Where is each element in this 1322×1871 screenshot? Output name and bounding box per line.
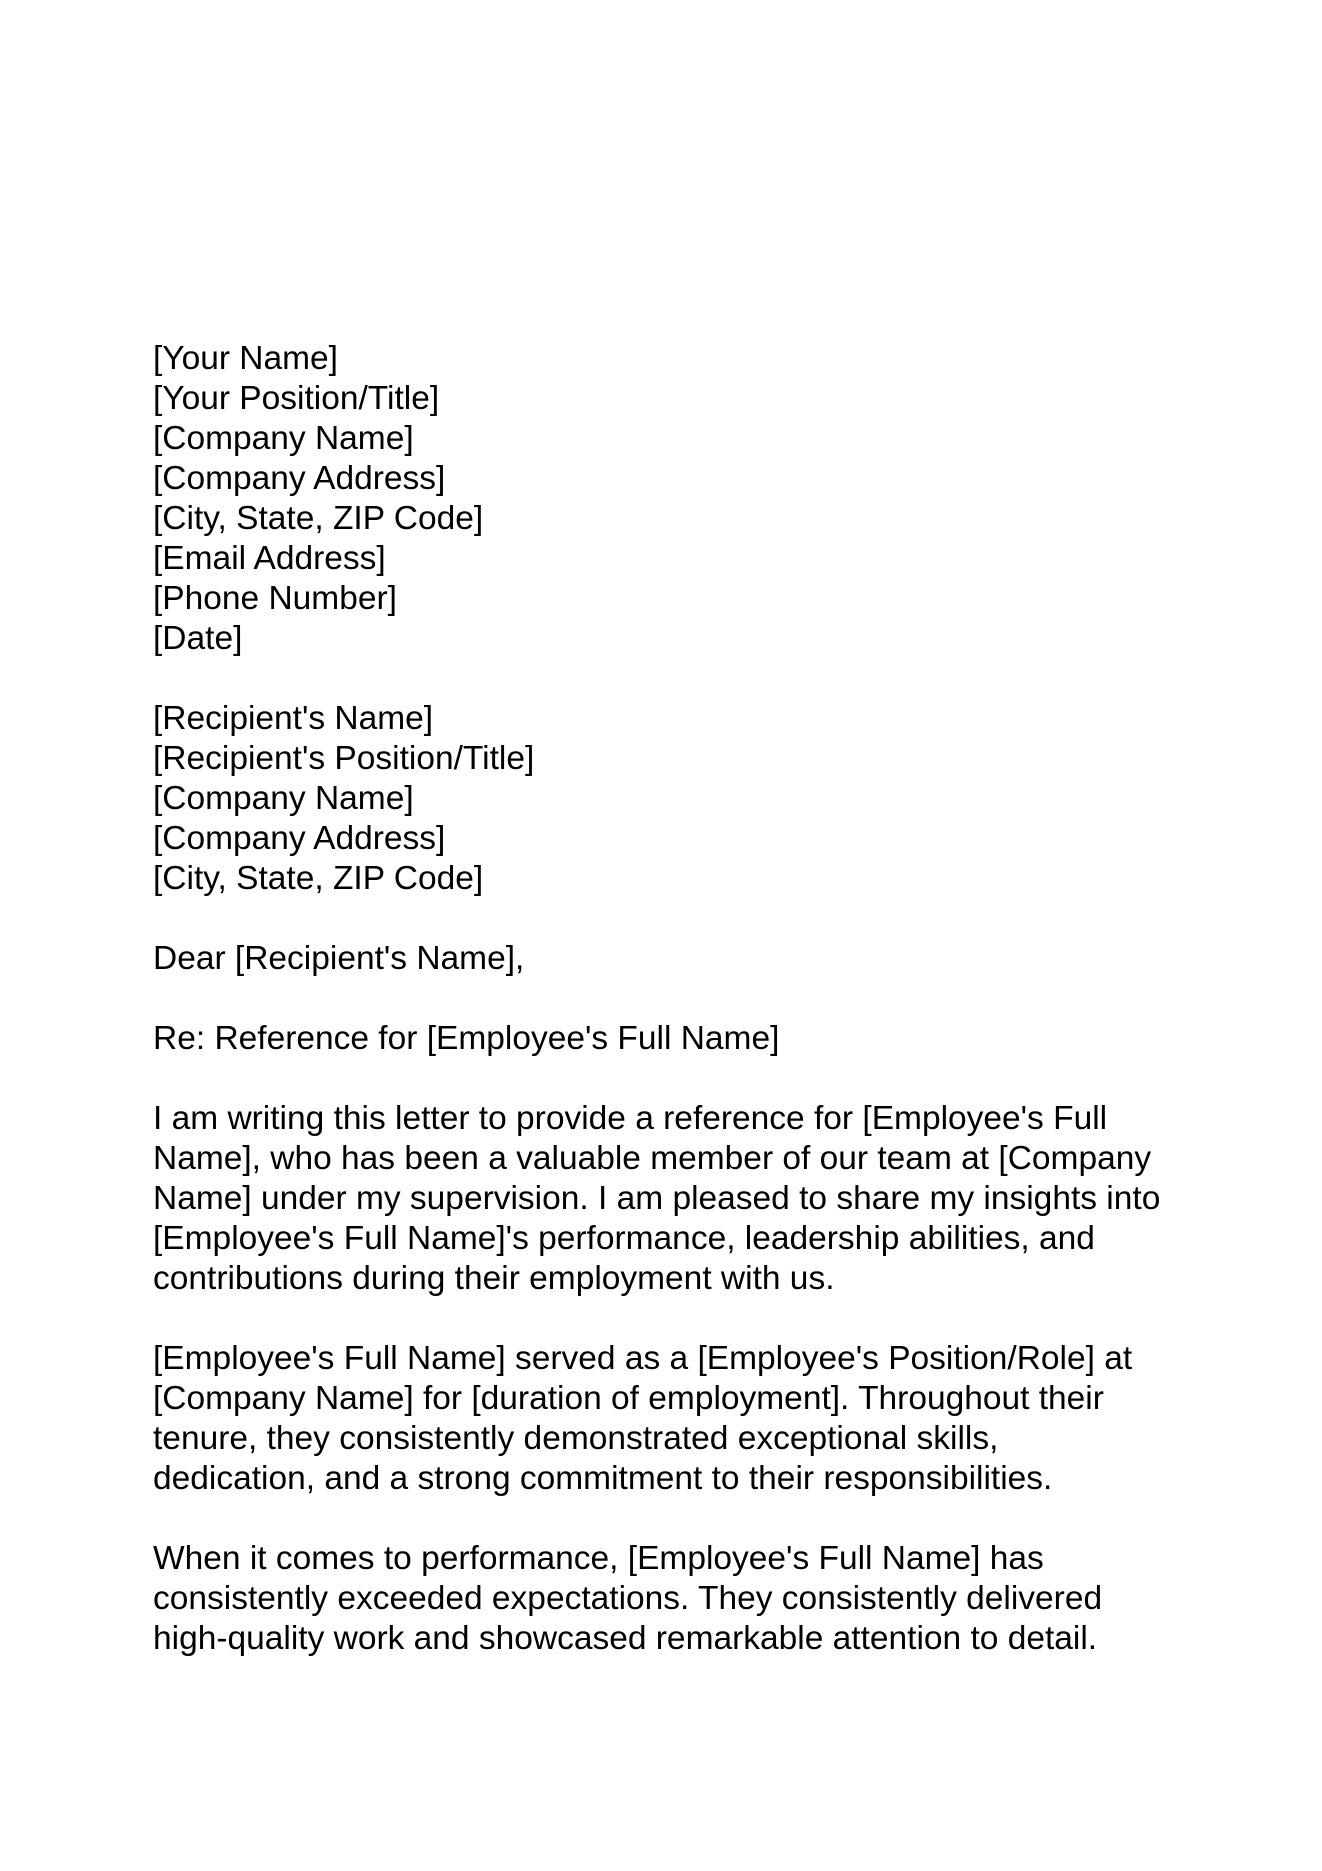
- paragraph-line: [Employee's Full Name]'s performance, leadership abilities, and: [153, 1220, 1095, 1257]
- body-paragraph-3: [153, 1539, 1233, 1659]
- subject-line: [153, 1019, 1233, 1059]
- recipient-name: [Recipient's Name]: [153, 700, 434, 737]
- recipient-company-address: [Company Address]: [153, 820, 446, 857]
- sender-phone: [Phone Number]: [153, 580, 397, 617]
- recipient-city-state-zip: [City, State, ZIP Code]: [153, 860, 484, 897]
- letter-date: [Date]: [153, 620, 243, 657]
- salutation: [153, 939, 1233, 979]
- sender-address-block: [153, 339, 1233, 659]
- sender-name: [Your Name]: [153, 340, 338, 377]
- sender-company-address: [Company Address]: [153, 460, 446, 497]
- sender-title: [Your Position/Title]: [153, 380, 440, 417]
- letter-body: [153, 339, 1233, 1699]
- body-paragraph-2: [153, 1339, 1233, 1499]
- paragraph-line: I am writing this letter to provide a reference for [Employee's Full: [153, 1100, 1108, 1137]
- paragraph-line: [Company Name] for [duration of employment]. Throughout their: [153, 1380, 1104, 1417]
- sender-company: [Company Name]: [153, 420, 414, 457]
- paragraph-line: dedication, and a strong commitment to their responsibilities.: [153, 1460, 1053, 1497]
- paragraph-line: consistently exceeded expectations. They consistently delivered: [153, 1580, 1103, 1617]
- paragraph-line: high-quality work and showcased remarkable attention to detail.: [153, 1620, 1098, 1657]
- salutation-text: Dear [Recipient's Name],: [153, 940, 525, 977]
- recipient-company: [Company Name]: [153, 780, 414, 817]
- paragraph-line: When it comes to performance, [Employee's Full Name] has: [153, 1540, 1044, 1577]
- paragraph-line: Name], who has been a valuable member of our team at [Company: [153, 1140, 1152, 1177]
- subject-text: Re: Reference for [Employee's Full Name]: [153, 1020, 780, 1057]
- paragraph-line: contributions during their employment with us.: [153, 1260, 835, 1297]
- sender-city-state-zip: [City, State, ZIP Code]: [153, 500, 484, 537]
- recipient-title: [Recipient's Position/Title]: [153, 740, 535, 777]
- body-paragraph-1: [153, 1099, 1233, 1299]
- paragraph-line: tenure, they consistently demonstrated exceptional skills,: [153, 1420, 999, 1457]
- paragraph-line: [Employee's Full Name] served as a [Employee's Position/Role] at: [153, 1340, 1133, 1377]
- sender-email: [Email Address]: [153, 540, 386, 577]
- paragraph-line: Name] under my supervision. I am pleased to share my insights into: [153, 1180, 1161, 1217]
- recipient-address-block: [153, 699, 1233, 899]
